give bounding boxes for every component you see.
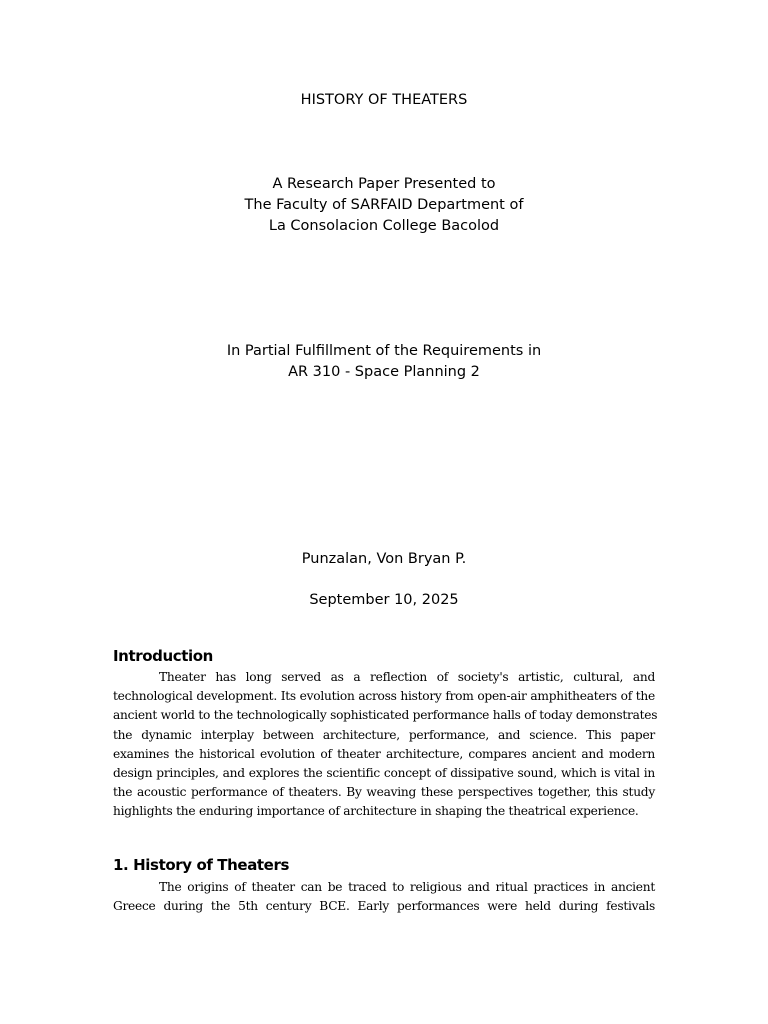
fulfillment-line: In Partial Fulfillment of the Requirements in (226, 343, 542, 359)
paragraph-line: the acoustic performance of theaters. By weaving these perspectives together, this study (113, 785, 655, 800)
paper-title-text: HISTORY OF THEATERS (300, 92, 468, 108)
presentation-line: La Consolacion College Bacolod (268, 217, 500, 234)
paragraph-line: technological development. Its evolution across history from open-air amphitheaters of the (113, 689, 655, 704)
paragraph-line: design principles, and explores the scientific concept of dissipative sound, which is vital in (113, 765, 655, 780)
paper-date-text: September 10, 2025 (309, 592, 459, 608)
author-name-text: Punzalan, Von Bryan P. (301, 551, 467, 567)
history-paragraph (113, 878, 655, 916)
presentation-line: The Faculty of SARFAID Department of (244, 196, 524, 213)
section-heading-history: 1. History of Theaters (113, 856, 289, 874)
fulfillment-line: AR 310 - Space Planning 2 (288, 363, 480, 380)
section-heading-introduction: Introduction (113, 647, 213, 665)
presentation-block (0, 174, 768, 236)
introduction-paragraph (113, 668, 658, 822)
paragraph-line: examines the historical evolution of theater architecture, compares ancient and modern (113, 746, 655, 761)
author-name (0, 549, 768, 570)
presentation-line: A Research Paper Presented to (272, 176, 496, 192)
fulfillment-block (0, 341, 768, 383)
paper-title (0, 90, 768, 111)
paragraph-line: highlights the enduring importance of architecture in shaping the theatrical experience. (113, 804, 639, 819)
paragraph-line: Theater has long served as a reflection of society's artistic, cultural, and (159, 670, 655, 684)
paragraph-line: the dynamic interplay between architecture, performance, and science. This paper (113, 727, 655, 742)
paragraph-line: Greece during the 5th century BCE. Early performances were held during festivals (113, 899, 655, 914)
paragraph-line: The origins of theater can be traced to religious and ritual practices in ancient (159, 880, 655, 894)
paper-date (0, 590, 768, 611)
paragraph-line: ancient world to the technologically sophisticated performance halls of today demonstrates (113, 708, 658, 723)
